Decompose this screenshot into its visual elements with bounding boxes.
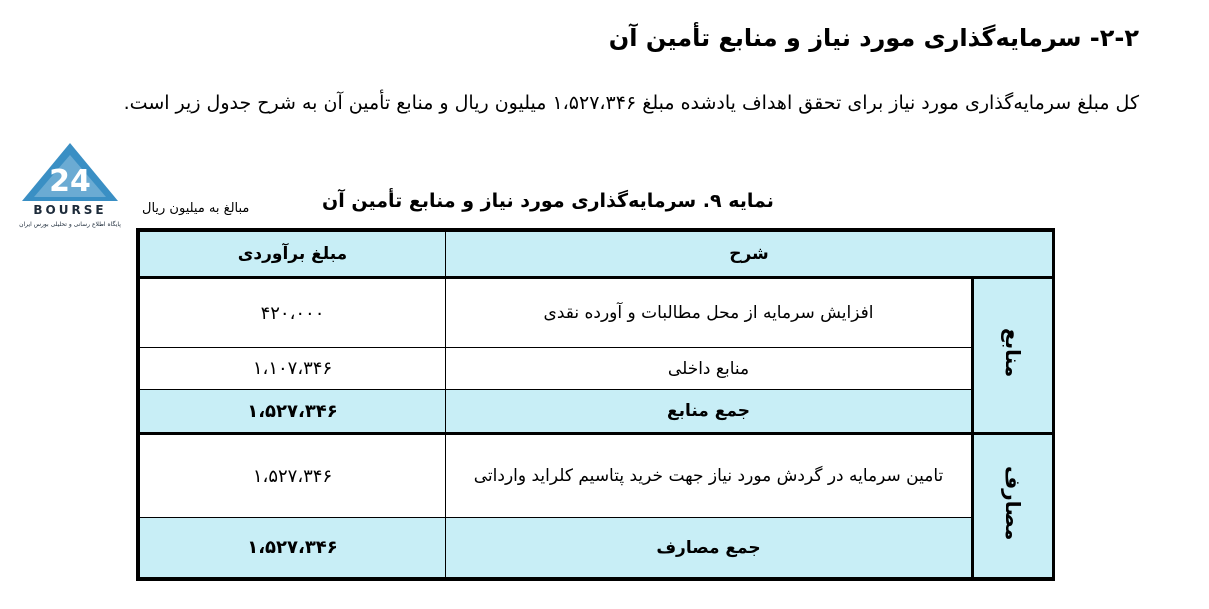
table-caption: نمایه ۹. سرمایه‌گذاری مورد نیاز و منابع تأمین آن xyxy=(322,190,774,212)
row-amount: ۱،۵۲۷،۳۴۶ xyxy=(140,434,446,518)
sources-group-label: منابع xyxy=(973,278,1053,434)
table-row xyxy=(140,348,1053,390)
row-description: منابع داخلی xyxy=(446,348,973,390)
table-row xyxy=(140,434,1053,518)
row-description: جمع منابع xyxy=(446,390,973,434)
bourse24-logo xyxy=(14,141,126,233)
row-amount: ۴۲۰،۰۰۰ xyxy=(140,278,446,348)
unit-note: مبالغ به میلیون ریال xyxy=(142,201,250,216)
uses-total-row xyxy=(140,518,1053,578)
table-row xyxy=(140,278,1053,348)
investment-table xyxy=(136,228,1055,581)
section-heading: ۲-۲- سرمایه‌گذاری مورد نیاز و منابع تأمین آن xyxy=(608,24,1139,52)
logo-tagline: پایگاه اطلاع رسانی و تحلیلی بورس ایران xyxy=(19,221,121,228)
logo-number: 24 xyxy=(49,164,91,199)
uses-group-label: مصارف xyxy=(973,434,1053,578)
table-header-row xyxy=(140,232,1053,278)
row-description: جمع مصارف xyxy=(446,518,973,578)
row-description: افزایش سرمایه از محل مطالبات و آورده نقدی xyxy=(446,278,973,348)
logo-triangle-icon xyxy=(14,141,126,205)
row-description: تامین سرمایه در گردش مورد نیاز جهت خرید پتاسیم کلراید وارداتی xyxy=(446,434,973,518)
header-amount: مبلغ برآوردی xyxy=(140,232,446,278)
row-amount: ۱،۵۲۷،۳۴۶ xyxy=(140,518,446,578)
header-description: شرح xyxy=(446,232,1053,278)
logo-brand-text: BOURSE xyxy=(33,203,107,217)
sources-total-row xyxy=(140,390,1053,434)
row-amount: ۱،۵۲۷،۳۴۶ xyxy=(140,390,446,434)
body-paragraph: کل مبلغ سرمایه‌گذاری مورد نیاز برای تحقق اهداف یادشده مبلغ ۱،۵۲۷،۳۴۶ میلیون ریال و منابع تأمین آن به شرح جدول زیر است. xyxy=(123,92,1139,114)
row-amount: ۱،۱۰۷،۳۴۶ xyxy=(140,348,446,390)
